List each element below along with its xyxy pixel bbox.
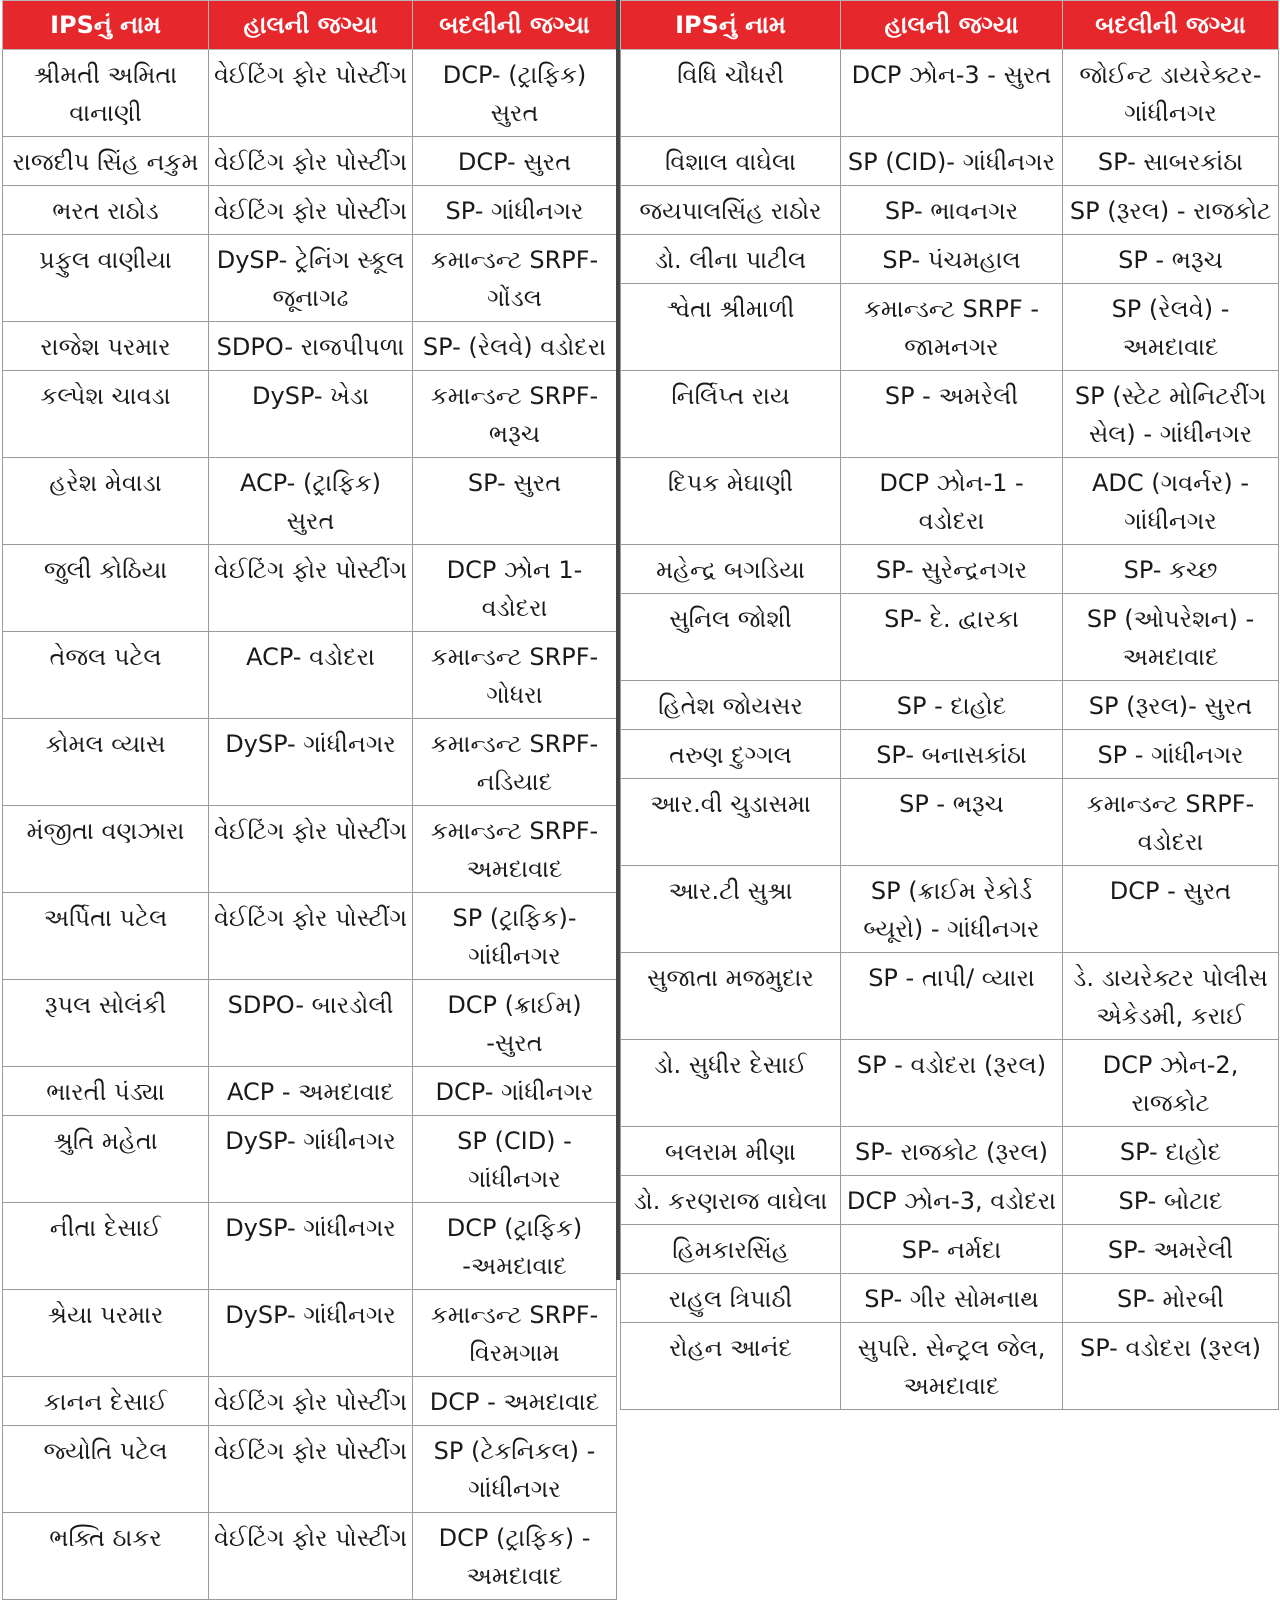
header-ips-name: IPSનું નામ	[3, 1, 209, 50]
current-post: SP - વડોદરા (રૂરલ)	[841, 1040, 1063, 1127]
officer-name: ડો. સુધીર દેસાઈ	[621, 1040, 841, 1127]
current-post: વેઈટિંગ ફોર પોસ્ટીંગ	[209, 1513, 413, 1600]
table-row	[3, 186, 617, 235]
current-post: ACP- (ટ્રાફિક) સુરત	[209, 458, 413, 545]
table-row	[621, 1274, 1279, 1323]
current-post: SP- દે. દ્વારકા	[841, 594, 1063, 681]
table-row	[3, 1377, 617, 1426]
officer-name: પ્રફુલ વાણીયા	[3, 235, 209, 322]
current-post: વેઈટિંગ ફોર પોસ્ટીંગ	[209, 1426, 413, 1513]
officer-name: આર.વી ચુડાસમા	[621, 779, 841, 866]
transfer-post: SP (ટેકનિકલ) - ગાંધીનગર	[413, 1426, 617, 1513]
transfer-post: SP (CID) - ગાંધીનગર	[413, 1116, 617, 1203]
header-current-post: હાલની જગ્યા	[841, 1, 1063, 50]
transfer-post: કમાન્ડન્ટ SRPF- અમદાવાદ	[413, 806, 617, 893]
table-row	[3, 1513, 617, 1600]
table-row	[621, 284, 1279, 371]
transfer-post: SP- મોરબી	[1063, 1274, 1279, 1323]
header-ips-name: IPSનું નામ	[621, 1, 841, 50]
transfer-post: DCP - અમદાવાદ	[413, 1377, 617, 1426]
current-post: SP- સુરેન્દ્રનગર	[841, 545, 1063, 594]
table-row	[621, 681, 1279, 730]
officer-name: દિપક મેઘાણી	[621, 458, 841, 545]
transfer-post: કમાન્ડન્ટ SRPF- નડિયાદ	[413, 719, 617, 806]
officer-name: જયપાલસિંહ રાઠોર	[621, 186, 841, 235]
current-post: વેઈટિંગ ફોર પોસ્ટીંગ	[209, 137, 413, 186]
officer-name: કોમલ વ્યાસ	[3, 719, 209, 806]
transfer-table-right	[620, 0, 1279, 1410]
header-transfer-post: બદલીની જગ્યા	[413, 1, 617, 50]
table-row	[621, 1225, 1279, 1274]
transfer-post: SP- સુરત	[413, 458, 617, 545]
officer-name: રાજદીપ સિંહ નકુમ	[3, 137, 209, 186]
header-row	[621, 1, 1279, 50]
transfer-post: SP (સ્ટેટ મોનિટરીંગ સેલ) - ગાંધીનગર	[1063, 371, 1279, 458]
current-post: વેઈટિંગ ફોર પોસ્ટીંગ	[209, 1377, 413, 1426]
transfer-post: DCP (ટ્રાફિક) -અમદાવાદ	[413, 1203, 617, 1290]
header-current-post: હાલની જગ્યા	[209, 1, 413, 50]
current-post: વેઈટિંગ ફોર પોસ્ટીંગ	[209, 893, 413, 980]
current-post: DySP- ગાંધીનગર	[209, 1116, 413, 1203]
table-row	[621, 1176, 1279, 1225]
transfer-post: કમાન્ડન્ટ SRPF- ગોંડલ	[413, 235, 617, 322]
table-row	[3, 632, 617, 719]
table-row	[3, 1203, 617, 1290]
transfer-post: DCP (ક્રાઈમ) -સુરત	[413, 980, 617, 1067]
officer-name: ડો. કરણરાજ વાઘેલા	[621, 1176, 841, 1225]
transfer-post: SP- સાબરકાંઠા	[1063, 137, 1279, 186]
table-row	[3, 893, 617, 980]
table-row	[621, 186, 1279, 235]
officer-name: રોહન આનંદ	[621, 1323, 841, 1410]
table-row	[3, 806, 617, 893]
officer-name: નિર્લિપ્ત રાય	[621, 371, 841, 458]
current-post: વેઈટિંગ ફોર પોસ્ટીંગ	[209, 545, 413, 632]
officer-name: ભારતી પંડ્યા	[3, 1067, 209, 1116]
table-row	[3, 322, 617, 371]
transfer-post: SP- અમરેલી	[1063, 1225, 1279, 1274]
transfer-post: DCP ઝોન-2, રાજકોટ	[1063, 1040, 1279, 1127]
table-row	[621, 730, 1279, 779]
current-post: વેઈટિંગ ફોર પોસ્ટીંગ	[209, 186, 413, 235]
transfer-post: કમાન્ડન્ટ SRPF- વિરમગામ	[413, 1290, 617, 1377]
table-row	[621, 458, 1279, 545]
officer-name: હરેશ મેવાડા	[3, 458, 209, 545]
officer-name: વિશાલ વાઘેલા	[621, 137, 841, 186]
transfer-post: SP (રેલવે) - અમદાવાદ	[1063, 284, 1279, 371]
officer-name: જુલી કોઠિયા	[3, 545, 209, 632]
table-row	[3, 1290, 617, 1377]
officer-name: સુજાતા મજમુદાર	[621, 953, 841, 1040]
table-row	[3, 719, 617, 806]
current-post: કમાન્ડન્ટ SRPF - જામનગર	[841, 284, 1063, 371]
table-row	[621, 866, 1279, 953]
current-post: SP- બનાસકાંઠા	[841, 730, 1063, 779]
transfer-post: કમાન્ડન્ટ SRPF- વડોદરા	[1063, 779, 1279, 866]
transfer-post: SP- બોટાદ	[1063, 1176, 1279, 1225]
officer-name: શ્રુતિ મહેતા	[3, 1116, 209, 1203]
current-post: ACP- વડોદરા	[209, 632, 413, 719]
current-post: SDPO- બારડોલી	[209, 980, 413, 1067]
table-row	[3, 980, 617, 1067]
transfer-post: SP (ટ્રાફિક)- ગાંધીનગર	[413, 893, 617, 980]
transfer-post: SP (રૂરલ)- સુરત	[1063, 681, 1279, 730]
officer-name: સુનિલ જોશી	[621, 594, 841, 681]
current-post: SDPO- રાજપીપળા	[209, 322, 413, 371]
officer-name: રાજેશ પરમાર	[3, 322, 209, 371]
current-post: DCP ઝોન-1 - વડોદરા	[841, 458, 1063, 545]
current-post: SP- ભાવનગર	[841, 186, 1063, 235]
current-post: SP - દાહોદ	[841, 681, 1063, 730]
officer-name: કાનન દેસાઈ	[3, 1377, 209, 1426]
table-row	[621, 1127, 1279, 1176]
transfer-post: SP- (રેલવે) વડોદરા	[413, 322, 617, 371]
officer-name: અર્પિતા પટેલ	[3, 893, 209, 980]
transfer-post: જોઈન્ટ ડાયરેક્ટર- ગાંધીનગર	[1063, 50, 1279, 137]
officer-name: હિમકારસિંહ	[621, 1225, 841, 1274]
table-row	[621, 50, 1279, 137]
officer-name: મંજીતા વણઝારા	[3, 806, 209, 893]
officer-name: બલરામ મીણા	[621, 1127, 841, 1176]
officer-name: કલ્પેશ ચાવડા	[3, 371, 209, 458]
officer-name: ભક્તિ ઠાકર	[3, 1513, 209, 1600]
transfer-post: DCP- (ટ્રાફિક) સુરત	[413, 50, 617, 137]
officer-name: આર.ટી સુશ્રા	[621, 866, 841, 953]
table-row	[621, 235, 1279, 284]
current-post: SP (ક્રાઈમ રેકોર્ડ બ્યૂરો) - ગાંધીનગર	[841, 866, 1063, 953]
transfer-post: SP- ગાંધીનગર	[413, 186, 617, 235]
transfer-post: SP - ગાંધીનગર	[1063, 730, 1279, 779]
officer-name: જ્યોતિ પટેલ	[3, 1426, 209, 1513]
current-post: DCP ઝોન-3, વડોદરા	[841, 1176, 1063, 1225]
transfer-post: કમાન્ડન્ટ SRPF- ગોધરા	[413, 632, 617, 719]
transfer-post: SP (ઓપરેશન) - અમદાવાદ	[1063, 594, 1279, 681]
current-post: વેઈટિંગ ફોર પોસ્ટીંગ	[209, 806, 413, 893]
transfer-post: DCP (ટ્રાફિક) - અમદાવાદ	[413, 1513, 617, 1600]
table-row	[621, 953, 1279, 1040]
current-post: SP - તાપી/ વ્યારા	[841, 953, 1063, 1040]
officer-name: હિતેશ જોયસર	[621, 681, 841, 730]
officer-name: શ્વેતા શ્રીમાળી	[621, 284, 841, 371]
table-row	[3, 1426, 617, 1513]
current-post: સુપરિ. સેન્ટ્રલ જેલ, અમદાવાદ	[841, 1323, 1063, 1410]
current-post: DySP- ખેડા	[209, 371, 413, 458]
current-post: DySP- ગાંધીનગર	[209, 1290, 413, 1377]
table-row	[621, 779, 1279, 866]
current-post: SP - અમરેલી	[841, 371, 1063, 458]
table-row	[621, 1323, 1279, 1410]
officer-name: ડો. લીના પાટીલ	[621, 235, 841, 284]
table-row	[3, 1067, 617, 1116]
table-row	[621, 1040, 1279, 1127]
transfer-post: ADC (ગવર્નર) - ગાંધીનગર	[1063, 458, 1279, 545]
table-row	[3, 235, 617, 322]
header-transfer-post: બદલીની જગ્યા	[1063, 1, 1279, 50]
table-row	[621, 545, 1279, 594]
transfer-post: DCP- સુરત	[413, 137, 617, 186]
transfer-post: SP- કચ્છ	[1063, 545, 1279, 594]
table-row	[3, 371, 617, 458]
table-row	[621, 594, 1279, 681]
table-row	[3, 1116, 617, 1203]
transfer-post: SP- વડોદરા (રૂરલ)	[1063, 1323, 1279, 1410]
table-row	[3, 137, 617, 186]
transfer-post: ડે. ડાયરેક્ટર પોલીસ એકેડમી, કરાઈ	[1063, 953, 1279, 1040]
officer-name: વિધિ ચૌધરી	[621, 50, 841, 137]
current-post: SP (CID)- ગાંધીનગર	[841, 137, 1063, 186]
table-row	[3, 545, 617, 632]
current-post: DySP- ગાંધીનગર	[209, 1203, 413, 1290]
header-row	[3, 1, 617, 50]
officer-name: નીતા દેસાઈ	[3, 1203, 209, 1290]
officer-name: શ્રેયા પરમાર	[3, 1290, 209, 1377]
officer-name: તરુણ દુગ્ગલ	[621, 730, 841, 779]
table-row	[621, 371, 1279, 458]
transfer-post: DCP - સુરત	[1063, 866, 1279, 953]
officer-name: ભરત રાઠોડ	[3, 186, 209, 235]
current-post: SP- પંચમહાલ	[841, 235, 1063, 284]
current-post: ACP - અમદાવાદ	[209, 1067, 413, 1116]
current-post: DySP- ટ્રેનિંગ સ્કૂલ જૂનાગઢ	[209, 235, 413, 322]
officer-name: શ્રીમતી અમિતા વાનાણી	[3, 50, 209, 137]
current-post: DCP ઝોન-3 - સુરત	[841, 50, 1063, 137]
transfer-post: કમાન્ડન્ટ SRPF- ભરૂચ	[413, 371, 617, 458]
current-post: SP- રાજકોટ (રૂરલ)	[841, 1127, 1063, 1176]
transfer-post: DCP- ગાંધીનગર	[413, 1067, 617, 1116]
current-post: DySP- ગાંધીનગર	[209, 719, 413, 806]
table-row	[621, 137, 1279, 186]
current-post: SP - ભરૂચ	[841, 779, 1063, 866]
table-row	[3, 50, 617, 137]
current-post: SP- નર્મદા	[841, 1225, 1063, 1274]
officer-name: રાહુલ ત્રિપાઠી	[621, 1274, 841, 1323]
officer-name: તેજલ પટેલ	[3, 632, 209, 719]
officer-name: મહેન્દ્ર બગડિયા	[621, 545, 841, 594]
transfer-post: SP - ભરૂચ	[1063, 235, 1279, 284]
transfer-table-left	[2, 0, 617, 1600]
officer-name: રૂપલ સોલંકી	[3, 980, 209, 1067]
transfer-post: DCP ઝોન 1- વડોદરા	[413, 545, 617, 632]
table-row	[3, 458, 617, 545]
current-post: વેઈટિંગ ફોર પોસ્ટીંગ	[209, 50, 413, 137]
current-post: SP- ગીર સોમનાથ	[841, 1274, 1063, 1323]
transfer-post: SP- દાહોદ	[1063, 1127, 1279, 1176]
transfer-post: SP (રૂરલ) - રાજકોટ	[1063, 186, 1279, 235]
